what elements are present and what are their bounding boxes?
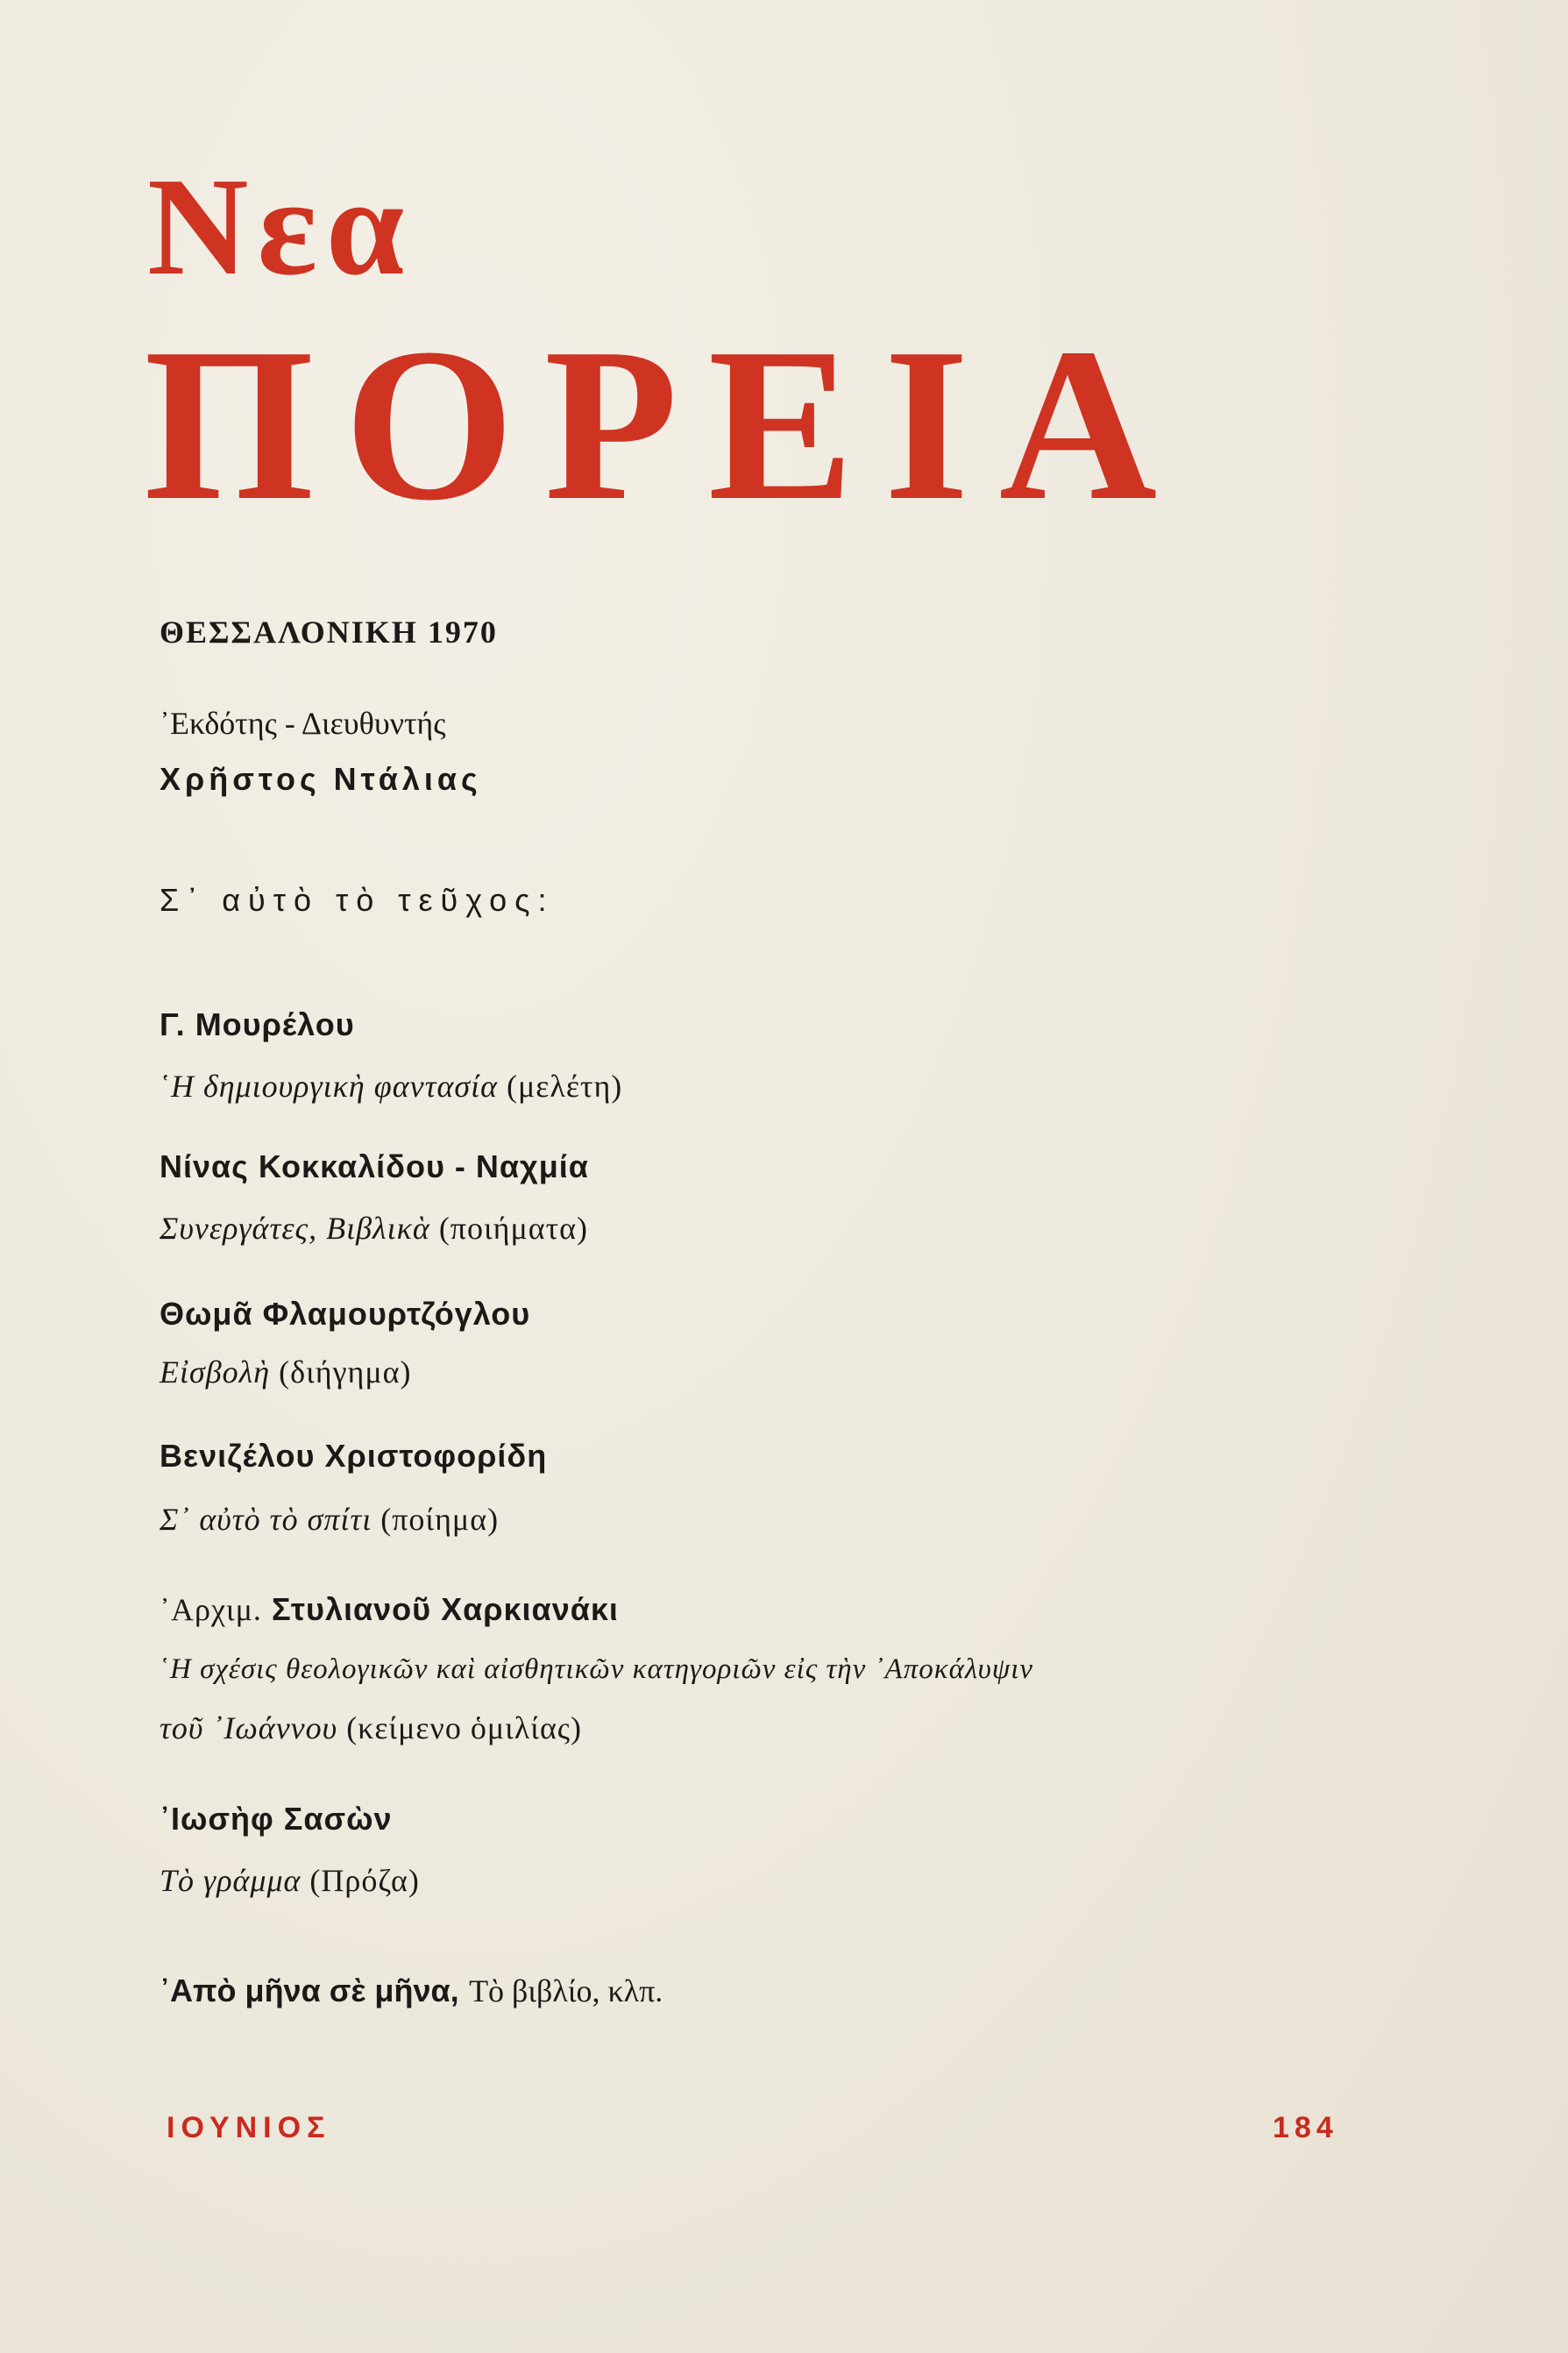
entry-work-title: Σ᾿ αὐτὸ τὸ σπίτι (160, 1502, 372, 1537)
entry-author: ᾿Ιωσὴφ Σασὼν (160, 1801, 393, 1837)
issue-month: ΙΟΥΝΙΟΣ (167, 2111, 331, 2144)
entry-genre: (κείμενο ὁμιλίας) (346, 1710, 583, 1745)
entry-work-title-cont: τοῦ ᾿Ιωάννου (160, 1710, 338, 1745)
entry-genre: (διήγημα) (279, 1354, 412, 1390)
publisher-label: ᾿Εκδότης - Διευθυντής (160, 706, 446, 741)
entry-work-title: Εἰσβολὴ (160, 1354, 271, 1390)
entry-work-title: Τὸ γράμμα (160, 1863, 302, 1898)
contents-footer (160, 1973, 663, 2009)
entry-genre: (μελέτη) (507, 1069, 623, 1104)
publisher-name: Χρῆστος Ντάλιας (160, 761, 482, 797)
entry-work (160, 1068, 622, 1105)
footer-bold: ᾿Απὸ μῆνα σὲ μῆνα, (160, 1973, 459, 2008)
title-nea: Νεα (147, 148, 414, 304)
entry-work-title: Συνεργάτες, Βιβλικὰ (160, 1211, 430, 1246)
entry-work (160, 1210, 588, 1247)
issue-number: 184 (1273, 2111, 1338, 2144)
entry-work (160, 1354, 412, 1390)
city-year: ΘΕΣΣΑΛΟΝΙΚΗ 1970 (160, 615, 498, 650)
entry-work (160, 1862, 420, 1899)
author-prefix: ᾿Αρχιμ. (160, 1592, 262, 1627)
entry-genre: (ποίημα) (380, 1502, 500, 1537)
entry-genre: (Πρόζα) (309, 1863, 420, 1898)
entry-author: Βενιζέλου Χριστοφορίδη (160, 1438, 548, 1474)
entry-work (160, 1653, 1033, 1686)
contents-heading: Σ᾿ αὐτὸ τὸ τεῦχος: (160, 882, 555, 918)
entry-work-continued (160, 1710, 582, 1746)
entry-author (160, 1591, 619, 1628)
entry-author: Θωμᾶ Φλαμουρτζόγλου (160, 1296, 531, 1332)
entry-work-title: ῾Η σχέσις θεολογικῶν καὶ αἰσθητικῶν κατηγοριῶν εἰς τὴν ᾿Αποκάλυψιν (160, 1653, 1034, 1685)
entry-author: Γ. Μουρέλου (160, 1006, 355, 1042)
entry-genre: (ποιήματα) (438, 1211, 588, 1246)
entry-work (160, 1501, 499, 1538)
entry-author: Νίνας Κοκκαλίδου - Ναχμία (160, 1148, 589, 1184)
author-name: Στυλιανοῦ Χαρκιανάκι (271, 1591, 619, 1627)
title-poreia: ΠΟΡΕΙΑ (144, 303, 1188, 546)
entry-work-title: ῾Η δημιουργικὴ φαντασία (160, 1069, 499, 1104)
footer-rest: Τὸ βιβλίο, κλπ. (469, 1973, 663, 2008)
